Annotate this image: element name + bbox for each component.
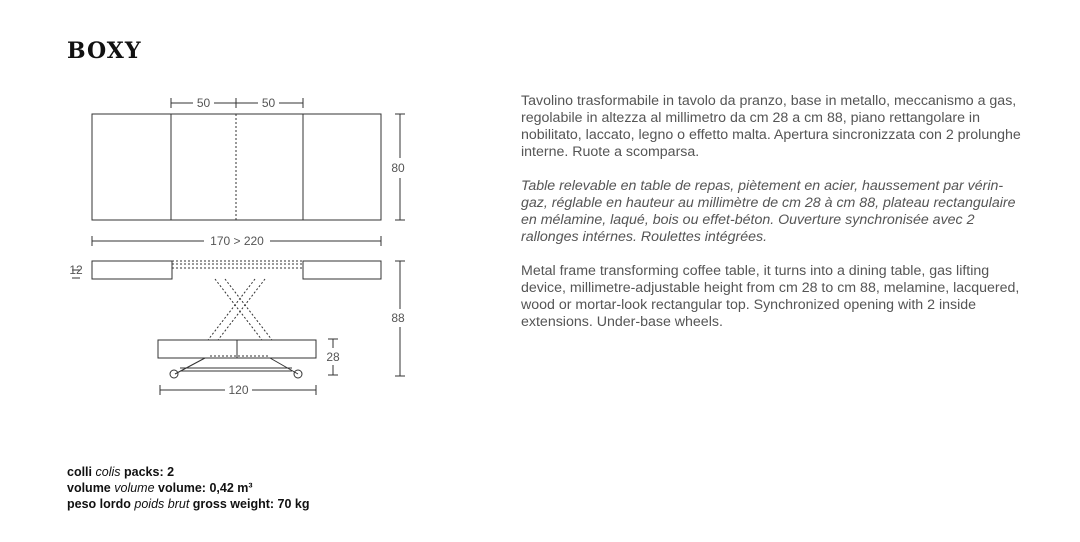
spec-weight-value: 70 kg [277, 497, 310, 511]
spec-volume-en: volume: [158, 481, 206, 495]
spec-packs-fr: colis [95, 465, 121, 479]
base [170, 358, 302, 378]
spec-packs-en: packs: [124, 465, 164, 479]
ext-left-label: 50 [196, 96, 211, 110]
spec-weight-it: peso lordo [67, 497, 131, 511]
description-it: Tavolino trasformabile in tavolo da pranzo, base in metallo, meccanismo a gas, regolabile in altezza al millimetro da cm 28 a cm 88, piano rettangolare in nobilitato, laccato, legno o effetto malta. Apertura sincronizzata con 2 prolunghe interne. Ruote a scomparsa. [521, 93, 1021, 160]
spec-volume [67, 480, 310, 496]
base-width-label: 120 [228, 383, 249, 397]
description [521, 93, 1021, 348]
length-label: 170 > 220 [210, 234, 264, 248]
thickness-label: 12 [69, 263, 83, 277]
spec-volume-it: volume [67, 481, 111, 495]
top-view [92, 114, 381, 220]
spec-volume-fr: volume [114, 481, 155, 495]
extension-dimension [171, 98, 303, 108]
specs [67, 464, 310, 512]
lift-mechanism [208, 279, 272, 356]
spec-packs-it: colli [67, 465, 93, 479]
ext-right-label: 50 [261, 96, 276, 110]
spec-packs [67, 464, 310, 480]
spec-volume-value: 0,42 m³ [209, 481, 253, 495]
wheel-left [170, 370, 178, 378]
spec-weight-fr: poids brut [134, 497, 190, 511]
spec-weight-en: gross weight: [192, 497, 275, 511]
spec-weight [67, 496, 310, 512]
description-en: Metal frame transforming coffee table, it turns into a dining table, gas lifting device, millimetre-adjustable height from cm 28 to cm 88, melamine, lacquered, wood or mortar-look rectangular top. Synchronized opening with 2 inside extensions. Under-base wheels. [521, 263, 1020, 330]
spec-packs-value: 2 [167, 465, 175, 479]
min-height-label: 28 [326, 350, 340, 364]
depth-label: 80 [391, 161, 405, 175]
product-title: BOXY [67, 38, 142, 64]
lowered-top [158, 340, 316, 358]
description-fr: Table relevable en table de repas, piètement en acier, haussement par vérin-gaz, réglable en hauteur au millimètre de cm 28 à cm 88, plateau rectangulaire en mélamine, laqué, bois ou effet-béton. Ouverture synchronisée avec 2 rallonges intérnes. Roulettes intégrées. [521, 178, 1016, 245]
max-height-label: 88 [391, 311, 405, 325]
side-view-top [92, 261, 381, 279]
technical-drawing [0, 0, 520, 420]
